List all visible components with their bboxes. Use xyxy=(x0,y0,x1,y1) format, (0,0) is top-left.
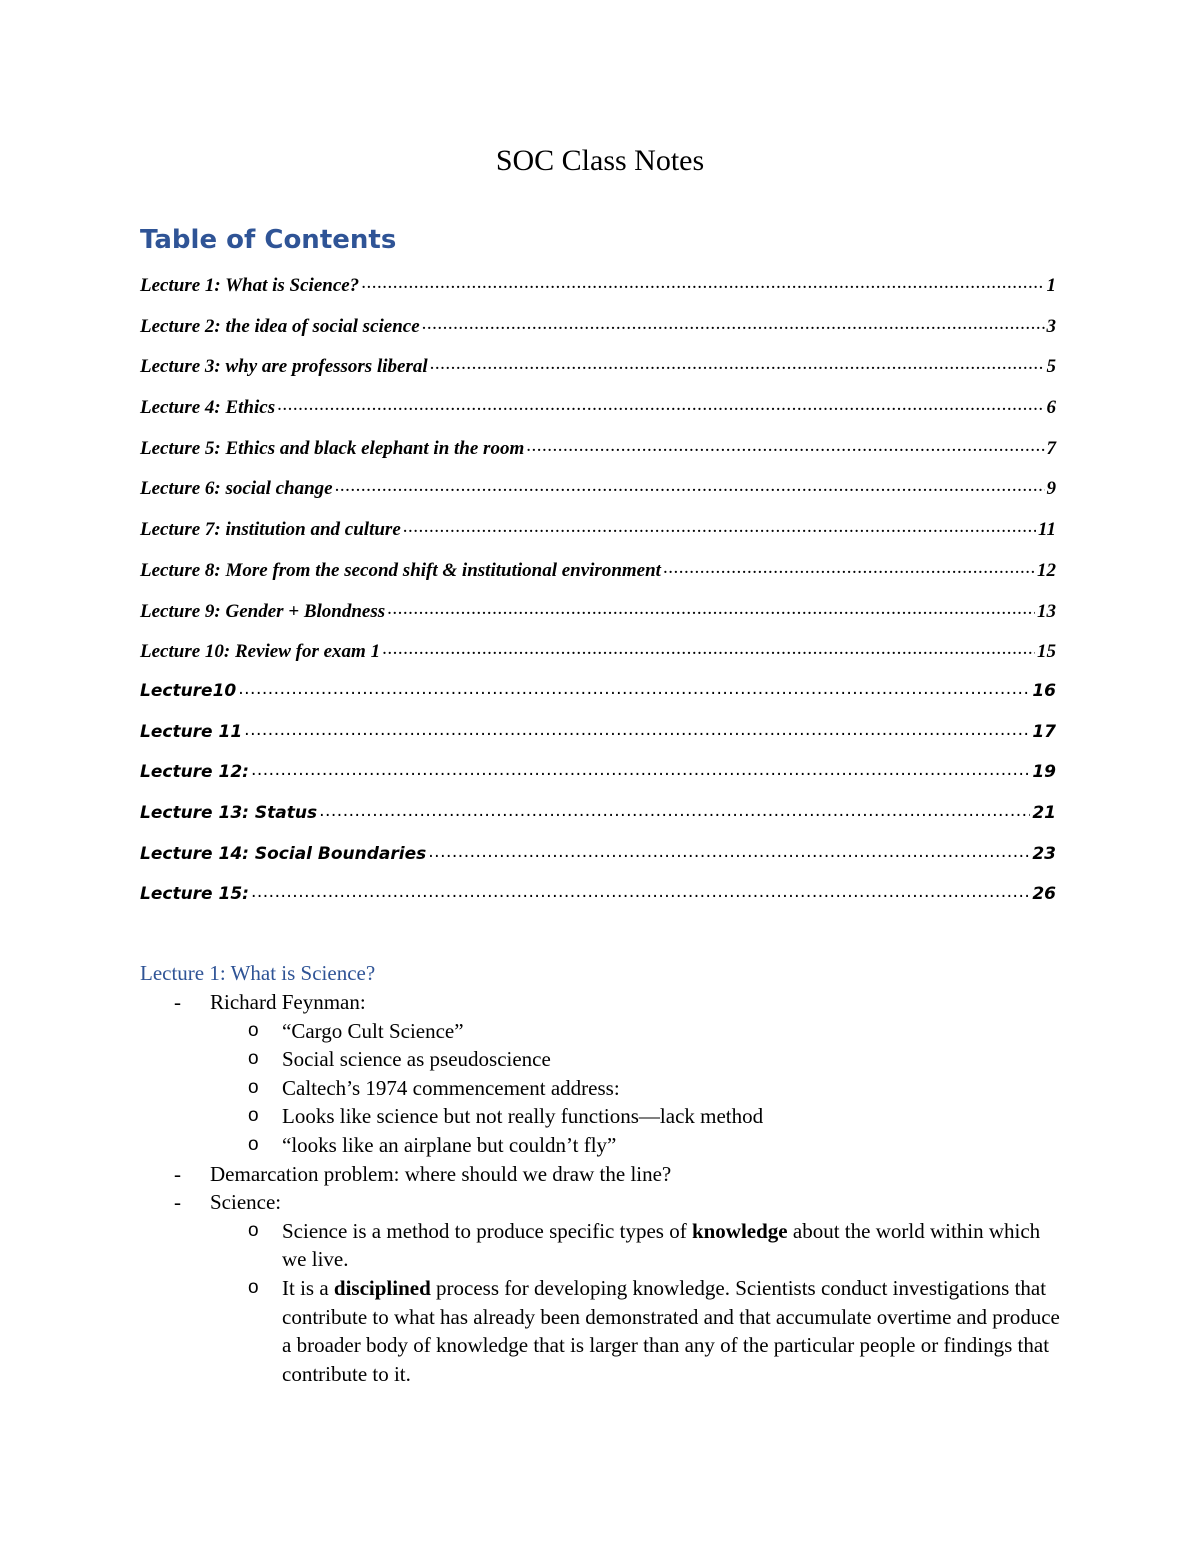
circle-bullet: o xyxy=(248,1105,259,1127)
section-heading: Lecture 1: What is Science? xyxy=(140,961,376,985)
circle-bullet: o xyxy=(248,1133,259,1155)
toc-dot-leader xyxy=(403,516,1036,535)
list-item-text xyxy=(282,1219,1040,1272)
text-run: Science is a method to produce specific types of xyxy=(282,1218,692,1243)
list-item xyxy=(140,1045,1060,1074)
toc-dot-leader xyxy=(244,720,1030,737)
toc-entry-label: Lecture 7: institution and culture xyxy=(140,519,401,541)
dash-bullet: - xyxy=(174,990,181,1014)
circle-bullet: o xyxy=(248,1276,259,1298)
list-item xyxy=(140,1274,1060,1388)
list-item-text: Demarcation problem: where should we draw the line? xyxy=(210,1161,672,1186)
toc-dot-leader xyxy=(319,801,1030,818)
table-of-contents xyxy=(140,272,1056,923)
circle-bullet: o xyxy=(248,1048,259,1070)
toc-entry-label: Lecture 10: Review for exam 1 xyxy=(140,641,381,663)
toc-entry[interactable] xyxy=(140,720,1056,761)
toc-entry-label: Lecture 15: xyxy=(140,884,249,905)
list-item-text: “Cargo Cult Science” xyxy=(282,1018,464,1043)
list-item-text: Caltech’s 1974 commencement address: xyxy=(282,1075,620,1100)
toc-entry-page: 17 xyxy=(1032,721,1056,742)
toc-entry[interactable] xyxy=(140,842,1056,883)
toc-entry[interactable] xyxy=(140,638,1056,679)
circle-bullet: o xyxy=(248,1219,259,1241)
toc-dot-leader xyxy=(428,842,1030,859)
toc-entry-page: 9 xyxy=(1046,478,1056,500)
toc-entry-label: Lecture10 xyxy=(140,680,237,701)
toc-entry[interactable] xyxy=(140,272,1056,313)
toc-entry[interactable] xyxy=(140,801,1056,842)
list-item-text: Science: xyxy=(210,1190,282,1215)
toc-entry-page: 5 xyxy=(1046,356,1056,378)
toc-entry[interactable] xyxy=(140,475,1056,516)
circle-bullet: o xyxy=(248,1076,259,1098)
toc-entry-label: Lecture 14: Social Boundaries xyxy=(140,843,427,864)
toc-entry[interactable] xyxy=(140,516,1056,557)
toc-entry-page: 21 xyxy=(1032,802,1056,823)
toc-entry-page: 12 xyxy=(1037,559,1056,581)
toc-entry-page: 16 xyxy=(1032,680,1056,701)
toc-entry-label: Lecture 9: Gender + Blondness xyxy=(140,600,386,622)
list-item xyxy=(140,988,1060,1017)
toc-entry-label: Lecture 11 xyxy=(140,721,243,742)
list-item-text: Looks like science but not really functions—lack method xyxy=(282,1104,764,1129)
toc-dot-leader xyxy=(335,475,1045,494)
list-item xyxy=(140,1131,1060,1160)
toc-entry-label: Lecture 5: Ethics and black elephant in the room xyxy=(140,437,525,459)
list-item xyxy=(140,1102,1060,1131)
toc-dot-leader xyxy=(387,598,1035,617)
toc-entry[interactable] xyxy=(140,394,1056,435)
lecture-notes xyxy=(140,988,1060,1388)
text-run: process for developing knowledge. Scientists conduct investigations that contribute to what has already been demonstrated and that accumulate overtime and produce a broader body of knowledge that is larger than any of the particular people or findings that contribute to it. xyxy=(282,1275,1060,1386)
list-item xyxy=(140,1188,1060,1217)
toc-entry-page: 19 xyxy=(1032,762,1056,783)
circle-bullet: o xyxy=(248,1019,259,1041)
list-item xyxy=(140,1074,1060,1103)
toc-dot-leader xyxy=(238,679,1030,696)
toc-entry-page: 3 xyxy=(1046,315,1056,337)
toc-entry-label: Lecture 6: social change xyxy=(140,478,333,500)
list-item-text xyxy=(282,1276,1060,1386)
toc-entry-page: 13 xyxy=(1037,600,1056,622)
toc-entry-page: 6 xyxy=(1046,397,1056,419)
toc-entry[interactable] xyxy=(140,557,1056,598)
toc-entry-label: Lecture 2: the idea of social science xyxy=(140,315,420,337)
toc-entry-label: Lecture 4: Ethics xyxy=(140,397,276,419)
toc-entry-label: Lecture 12: xyxy=(140,762,249,783)
toc-dot-leader xyxy=(663,557,1035,576)
toc-dot-leader xyxy=(430,353,1045,372)
list-item xyxy=(140,1217,1060,1274)
toc-entry-page: 7 xyxy=(1046,437,1056,459)
toc-entry-label: Lecture 8: More from the second shift & institutional environment xyxy=(140,559,661,581)
toc-entry-page: 26 xyxy=(1032,884,1056,905)
toc-entry-page: 11 xyxy=(1038,519,1056,541)
text-run: It is a xyxy=(282,1275,334,1300)
dash-bullet: - xyxy=(174,1190,181,1215)
text-run: about the world within which we live. xyxy=(282,1218,1041,1272)
list-item-text: Social science as pseudoscience xyxy=(282,1047,551,1072)
toc-entry-page: 1 xyxy=(1046,275,1056,296)
toc-entry-label: Lecture 1: What is Science? xyxy=(140,275,360,296)
toc-entry[interactable] xyxy=(140,598,1056,639)
toc-dot-leader xyxy=(277,394,1044,413)
toc-entry-label: Lecture 3: why are professors liberal xyxy=(140,356,428,378)
list-item xyxy=(140,1160,1060,1189)
toc-entry-page: 23 xyxy=(1032,843,1056,864)
toc-dot-leader xyxy=(251,882,1030,899)
toc-dot-leader xyxy=(251,760,1030,777)
toc-heading: Table of Contents xyxy=(140,225,397,255)
toc-entry[interactable] xyxy=(140,313,1056,354)
toc-entry[interactable] xyxy=(140,760,1056,801)
toc-entry[interactable] xyxy=(140,435,1056,476)
toc-dot-leader xyxy=(382,638,1035,657)
list-item-text: “looks like an airplane but couldn’t fly” xyxy=(282,1132,617,1157)
dash-bullet: - xyxy=(174,1161,181,1186)
document-title: SOC Class Notes xyxy=(495,144,705,177)
list-item-text: Richard Feynman: xyxy=(210,990,366,1014)
toc-entry[interactable] xyxy=(140,679,1056,720)
list-item xyxy=(140,1017,1060,1046)
toc-entry[interactable] xyxy=(140,882,1056,923)
toc-entry-page: 15 xyxy=(1037,641,1056,663)
bold-term: disciplined xyxy=(333,1275,431,1300)
toc-dot-leader xyxy=(361,272,1044,291)
toc-entry[interactable] xyxy=(140,353,1056,394)
toc-entry-label: Lecture 13: Status xyxy=(140,802,318,823)
toc-dot-leader xyxy=(526,435,1044,454)
toc-dot-leader xyxy=(422,313,1045,332)
bold-term: knowledge xyxy=(691,1218,788,1243)
